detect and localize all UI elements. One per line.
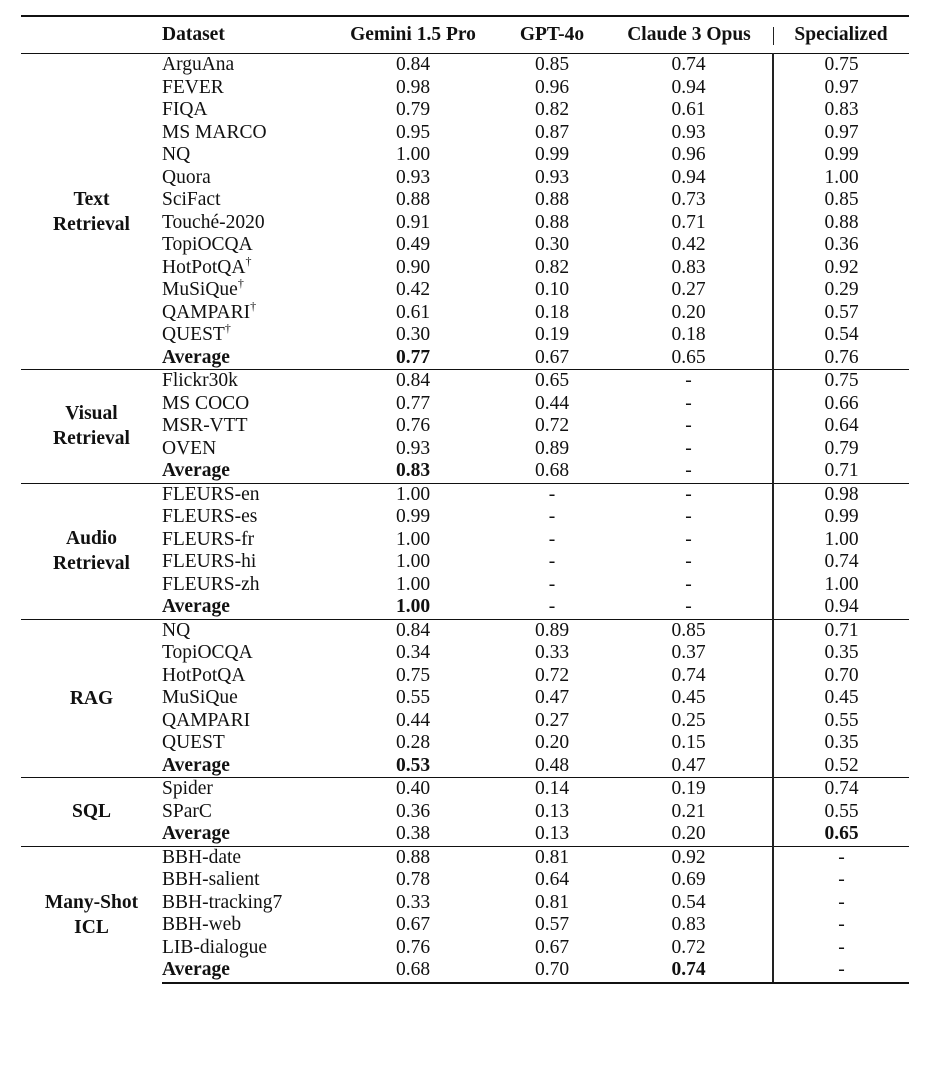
specialized-score: 0.45 (773, 687, 909, 710)
dataset-name: BBH-salient (162, 869, 260, 890)
claude-score: - (685, 392, 692, 414)
claude-score: 0.21 (671, 800, 706, 822)
gpt4o-score: 0.88 (534, 189, 570, 210)
dataset-name: NQ (162, 619, 191, 641)
gemini-score: 0.67 (395, 914, 431, 935)
claude-score: 0.83 (671, 256, 706, 278)
gpt4o-score: 0.82 (534, 256, 570, 278)
dataset-cell (162, 869, 327, 892)
specialized-score: 0.65 (773, 823, 909, 846)
specialized-score: 0.85 (773, 189, 909, 212)
gpt4o-score: 0.13 (534, 823, 570, 844)
dataset-cell (162, 415, 327, 438)
claude-score: 0.92 (605, 846, 773, 869)
claude-score: - (685, 437, 692, 459)
gemini-score: 0.76 (395, 415, 431, 436)
specialized-score: 0.74 (773, 778, 909, 801)
gpt4o-score: - (548, 573, 556, 595)
specialized-score: 0.75 (773, 54, 909, 77)
claude-score: 0.73 (671, 189, 706, 210)
specialized-score: 0.92 (773, 257, 909, 280)
specialized-score: 0.52 (773, 755, 909, 778)
gpt4o-score: 0.89 (534, 437, 570, 459)
dataset-name: Quora (162, 166, 211, 188)
table-row (21, 483, 909, 506)
dataset-cell (162, 846, 327, 869)
claude-score: 0.83 (671, 914, 706, 935)
dataset-cell (162, 347, 327, 370)
gpt4o-score: 0.44 (534, 392, 570, 414)
gemini-score: 0.83 (395, 460, 431, 481)
claude-score: 0.74 (671, 664, 706, 686)
gemini-score: 0.88 (395, 189, 431, 210)
claude-score: 0.19 (605, 778, 773, 801)
gemini-score: 1.00 (395, 596, 431, 617)
claude-score: 0.20 (671, 823, 706, 844)
gpt4o-score: 0.81 (534, 891, 570, 913)
gpt4o-score: 0.19 (534, 324, 570, 345)
specialized-score: 0.35 (773, 732, 909, 755)
dataset-name: BBH-tracking7 (162, 891, 283, 913)
gpt4o-score: - (548, 551, 556, 572)
claude-score: 0.47 (671, 754, 706, 776)
specialized-score: 0.94 (773, 596, 909, 619)
dagger-mark: † (237, 276, 244, 290)
dataset-cell (162, 529, 327, 552)
gemini-score: 0.77 (395, 392, 431, 414)
gemini-score: 0.77 (395, 346, 431, 368)
specialized-score: 0.57 (773, 302, 909, 325)
gpt4o-score: 0.47 (534, 687, 570, 708)
specialized-score: 1.00 (773, 167, 909, 190)
gemini-score: 0.33 (395, 891, 431, 913)
dataset-cell (162, 755, 327, 778)
specialized-score: 0.64 (773, 415, 909, 438)
gpt4o-score: 0.87 (534, 121, 570, 143)
specialized-score: 0.99 (773, 506, 909, 529)
specialized-score: 0.97 (773, 77, 909, 100)
gemini-score: 0.79 (395, 99, 431, 120)
category-label: Audio Retrieval (21, 483, 162, 619)
gemini-score: 0.98 (395, 76, 431, 98)
dataset-name: Average (162, 346, 230, 368)
gpt4o-score: 0.70 (499, 959, 605, 983)
gemini-score: 0.68 (327, 959, 499, 983)
gpt4o-score: 0.88 (534, 211, 570, 233)
gemini-score: 0.53 (395, 754, 431, 776)
header-gpt4o: GPT-4o (499, 16, 605, 54)
dataset-cell (162, 144, 327, 167)
dataset-cell (162, 122, 327, 145)
gpt4o-score: 0.72 (534, 664, 570, 686)
gpt4o-score: - (548, 506, 556, 527)
claude-score: 0.74 (605, 959, 773, 983)
dataset-cell (162, 732, 327, 755)
header-dataset: Dataset (162, 16, 327, 54)
dataset-name: NQ (162, 144, 191, 165)
header-gemini: Gemini 1.5 Pro (327, 16, 499, 54)
dataset-name: Spider (162, 778, 213, 799)
dataset-name: LIB-dialogue (162, 936, 268, 958)
category-label: SQL (21, 778, 162, 847)
dataset-cell (162, 801, 327, 824)
dataset-name: SciFact (162, 189, 221, 210)
dataset-name: Flickr30k (162, 370, 238, 391)
dataset-name: FLEURS-es (162, 506, 258, 527)
dataset-cell (162, 914, 327, 937)
dagger-mark: † (224, 321, 231, 335)
specialized-score: - (773, 846, 909, 869)
specialized-score: 0.71 (773, 619, 909, 642)
claude-score: 0.20 (671, 301, 706, 323)
dataset-cell (162, 253, 327, 280)
header-specialized: Specialized (773, 16, 909, 54)
gpt4o-score: 0.64 (534, 869, 570, 890)
table-body (21, 54, 909, 983)
dataset-name: BBH-date (162, 846, 242, 868)
gpt4o-score: 0.48 (534, 754, 570, 776)
specialized-score: 0.97 (773, 122, 909, 145)
gpt4o-score: - (499, 483, 605, 506)
dataset-cell (162, 393, 327, 416)
specialized-score: 0.76 (773, 347, 909, 370)
table-row (21, 619, 909, 642)
claude-score: 0.65 (671, 346, 706, 368)
dataset-name: HotPotQA (162, 256, 246, 278)
dataset-name: FLEURS-en (162, 483, 260, 505)
specialized-score: 0.88 (773, 212, 909, 235)
dataset-name: Average (162, 460, 230, 481)
dataset-cell (162, 321, 327, 347)
gpt4o-score: 0.10 (534, 279, 570, 300)
gpt4o-score: 0.93 (534, 166, 570, 188)
gemini-score: 0.84 (327, 619, 499, 642)
specialized-score: 0.75 (773, 370, 909, 393)
dataset-name: QAMPARI (162, 301, 251, 323)
dataset-name: MS MARCO (162, 121, 267, 143)
gpt4o-score: 0.81 (499, 846, 605, 869)
claude-score: 0.45 (671, 687, 706, 708)
dataset-name: FLEURS-zh (162, 573, 260, 595)
gemini-score: 1.00 (395, 573, 431, 595)
dataset-cell (162, 665, 327, 688)
gemini-score: 0.28 (395, 732, 431, 753)
gemini-score: 0.55 (395, 687, 431, 708)
gemini-score: 0.42 (395, 279, 431, 300)
gemini-score: 0.49 (395, 234, 431, 255)
gpt4o-score: 0.72 (534, 415, 570, 436)
gemini-score: 0.38 (395, 823, 431, 844)
gpt4o-score: 0.89 (499, 619, 605, 642)
gemini-score: 0.93 (395, 166, 431, 188)
claude-score: - (685, 573, 692, 595)
claude-score: - (685, 551, 692, 572)
gpt4o-score: 0.96 (534, 76, 570, 98)
specialized-score: 1.00 (773, 574, 909, 597)
claude-score: 0.54 (671, 891, 706, 913)
gpt4o-score: 0.99 (534, 144, 570, 165)
specialized-score: 0.35 (773, 642, 909, 665)
gpt4o-score: 0.13 (534, 800, 570, 822)
dataset-cell (162, 823, 327, 846)
dataset-cell (162, 167, 327, 190)
dataset-cell (162, 710, 327, 733)
dataset-cell (162, 460, 327, 483)
specialized-score: 0.70 (773, 665, 909, 688)
specialized-score: 0.66 (773, 393, 909, 416)
dataset-name: Average (162, 596, 230, 617)
dataset-cell (162, 506, 327, 529)
specialized-score: 0.54 (773, 324, 909, 347)
table-row (21, 370, 909, 393)
dataset-cell (162, 574, 327, 597)
dataset-cell (162, 959, 327, 983)
specialized-score: 0.71 (773, 460, 909, 483)
claude-score: - (605, 483, 773, 506)
dataset-cell (162, 99, 327, 122)
category-label: Many-Shot ICL (21, 846, 162, 983)
claude-score: 0.61 (671, 99, 706, 120)
claude-score: 0.42 (671, 234, 706, 255)
claude-score: 0.18 (671, 324, 706, 345)
dataset-name: Average (162, 959, 230, 980)
claude-score: 0.94 (671, 166, 706, 188)
specialized-score: 0.74 (773, 551, 909, 574)
gpt4o-score: 0.68 (534, 460, 570, 481)
header-row (21, 16, 909, 54)
dataset-name: QUEST (162, 732, 225, 753)
dataset-name: OVEN (162, 437, 217, 459)
gpt4o-score: - (548, 528, 556, 550)
dataset-cell (162, 298, 327, 325)
dataset-name: TopiOCQA (162, 642, 253, 663)
gemini-score: 0.99 (395, 506, 431, 527)
specialized-score: 0.83 (773, 99, 909, 122)
gemini-score: 0.30 (395, 324, 431, 345)
gpt4o-score: 0.20 (534, 732, 570, 753)
dataset-name: MuSiQue (162, 279, 238, 300)
category-label: Visual Retrieval (21, 370, 162, 484)
gemini-score: 0.40 (327, 778, 499, 801)
gpt4o-score: - (548, 596, 556, 617)
results-table (21, 15, 909, 984)
dataset-cell (162, 77, 327, 100)
gemini-score: 0.84 (327, 54, 499, 77)
claude-score: - (685, 528, 692, 550)
dataset-cell (162, 276, 327, 302)
claude-score: 0.27 (671, 279, 706, 300)
specialized-score: - (773, 959, 909, 983)
dataset-name: MS COCO (162, 392, 250, 414)
gemini-score: 0.76 (395, 936, 431, 958)
dataset-name: Touché-2020 (162, 211, 265, 233)
gemini-score: 1.00 (395, 551, 431, 572)
dataset-cell (162, 551, 327, 574)
dagger-mark: † (250, 298, 257, 313)
gpt4o-score: 0.67 (534, 936, 570, 958)
specialized-score: 0.55 (773, 710, 909, 733)
table-row (21, 54, 909, 77)
specialized-score: - (773, 892, 909, 915)
gpt4o-score: 0.18 (534, 301, 570, 323)
category-label: RAG (21, 619, 162, 778)
dataset-name: FLEURS-hi (162, 551, 257, 572)
category-label: Text Retrieval (21, 54, 162, 370)
claude-score: 0.74 (605, 54, 773, 77)
dataset-name: QUEST (162, 324, 225, 345)
dataset-cell (162, 54, 327, 77)
gpt4o-score: 0.33 (534, 642, 570, 663)
dataset-cell (162, 370, 327, 393)
header-claude: Claude 3 Opus (605, 16, 773, 54)
dataset-name: SParC (162, 800, 212, 822)
gemini-score: 0.88 (327, 846, 499, 869)
gemini-score: 1.00 (327, 483, 499, 506)
dataset-name: TopiOCQA (162, 234, 253, 255)
gemini-score: 0.93 (395, 437, 431, 459)
gpt4o-score: 0.67 (534, 346, 570, 368)
specialized-score: 1.00 (773, 529, 909, 552)
gpt4o-score: 0.82 (534, 99, 570, 120)
claude-score: - (685, 506, 692, 527)
gemini-score: 0.44 (395, 709, 431, 731)
dataset-cell (162, 937, 327, 960)
specialized-score: 0.98 (773, 483, 909, 506)
dataset-cell (162, 596, 327, 619)
claude-score: - (685, 596, 692, 617)
gpt4o-score: 0.85 (499, 54, 605, 77)
gemini-score: 0.90 (395, 256, 431, 278)
claude-score: 0.25 (671, 709, 706, 731)
specialized-score: - (773, 937, 909, 960)
dataset-name: Average (162, 823, 230, 844)
gemini-score: 0.84 (327, 370, 499, 393)
dataset-name: FIQA (162, 99, 208, 120)
gemini-score: 0.78 (395, 869, 431, 890)
gemini-score: 0.95 (395, 121, 431, 143)
gpt4o-score: 0.27 (534, 709, 570, 731)
specialized-score: 0.55 (773, 801, 909, 824)
gemini-score: 0.75 (395, 664, 431, 686)
dataset-name: BBH-web (162, 914, 242, 935)
dataset-name: QAMPARI (162, 709, 251, 731)
claude-score: 0.37 (671, 642, 706, 663)
table-row (21, 846, 909, 869)
gemini-score: 0.36 (395, 800, 431, 822)
dataset-name: FLEURS-fr (162, 528, 255, 550)
table-row (21, 778, 909, 801)
gpt4o-score: 0.14 (499, 778, 605, 801)
dataset-cell (162, 483, 327, 506)
dataset-cell (162, 778, 327, 801)
claude-score: - (605, 370, 773, 393)
dataset-cell (162, 212, 327, 235)
specialized-score: 0.79 (773, 438, 909, 461)
specialized-score: 0.99 (773, 144, 909, 167)
dataset-cell (162, 619, 327, 642)
dataset-name: Average (162, 754, 230, 776)
claude-score: 0.71 (671, 211, 706, 233)
dataset-name: MSR-VTT (162, 415, 248, 436)
gemini-score: 0.34 (395, 642, 431, 663)
claude-score: 0.72 (671, 936, 706, 958)
claude-score: 0.15 (671, 732, 706, 753)
gemini-score: 0.61 (395, 301, 431, 323)
dataset-cell (162, 189, 327, 212)
claude-score: - (685, 415, 692, 436)
gemini-score: 1.00 (395, 528, 431, 550)
claude-score: 0.94 (671, 76, 706, 98)
claude-score: 0.69 (671, 869, 706, 890)
specialized-score: 0.36 (773, 234, 909, 257)
claude-score: 0.85 (605, 619, 773, 642)
dataset-name: HotPotQA (162, 664, 246, 686)
specialized-score: - (773, 914, 909, 937)
specialized-score: - (773, 869, 909, 892)
dataset-cell (162, 892, 327, 915)
claude-score: 0.93 (671, 121, 706, 143)
dataset-cell (162, 687, 327, 710)
dataset-cell (162, 438, 327, 461)
gpt4o-score: 0.30 (534, 234, 570, 255)
claude-score: 0.96 (671, 144, 706, 165)
dataset-name: ArguAna (162, 54, 235, 75)
dataset-name: FEVER (162, 76, 224, 98)
gpt4o-score: 0.65 (499, 370, 605, 393)
gpt4o-score: 0.57 (534, 914, 570, 935)
claude-score: - (685, 460, 692, 481)
dataset-name: MuSiQue (162, 687, 238, 708)
header-category (21, 16, 162, 54)
gemini-score: 1.00 (395, 144, 431, 165)
dataset-cell (162, 642, 327, 665)
gemini-score: 0.91 (395, 211, 431, 233)
dagger-mark: † (245, 253, 252, 268)
specialized-score: 0.29 (773, 279, 909, 302)
